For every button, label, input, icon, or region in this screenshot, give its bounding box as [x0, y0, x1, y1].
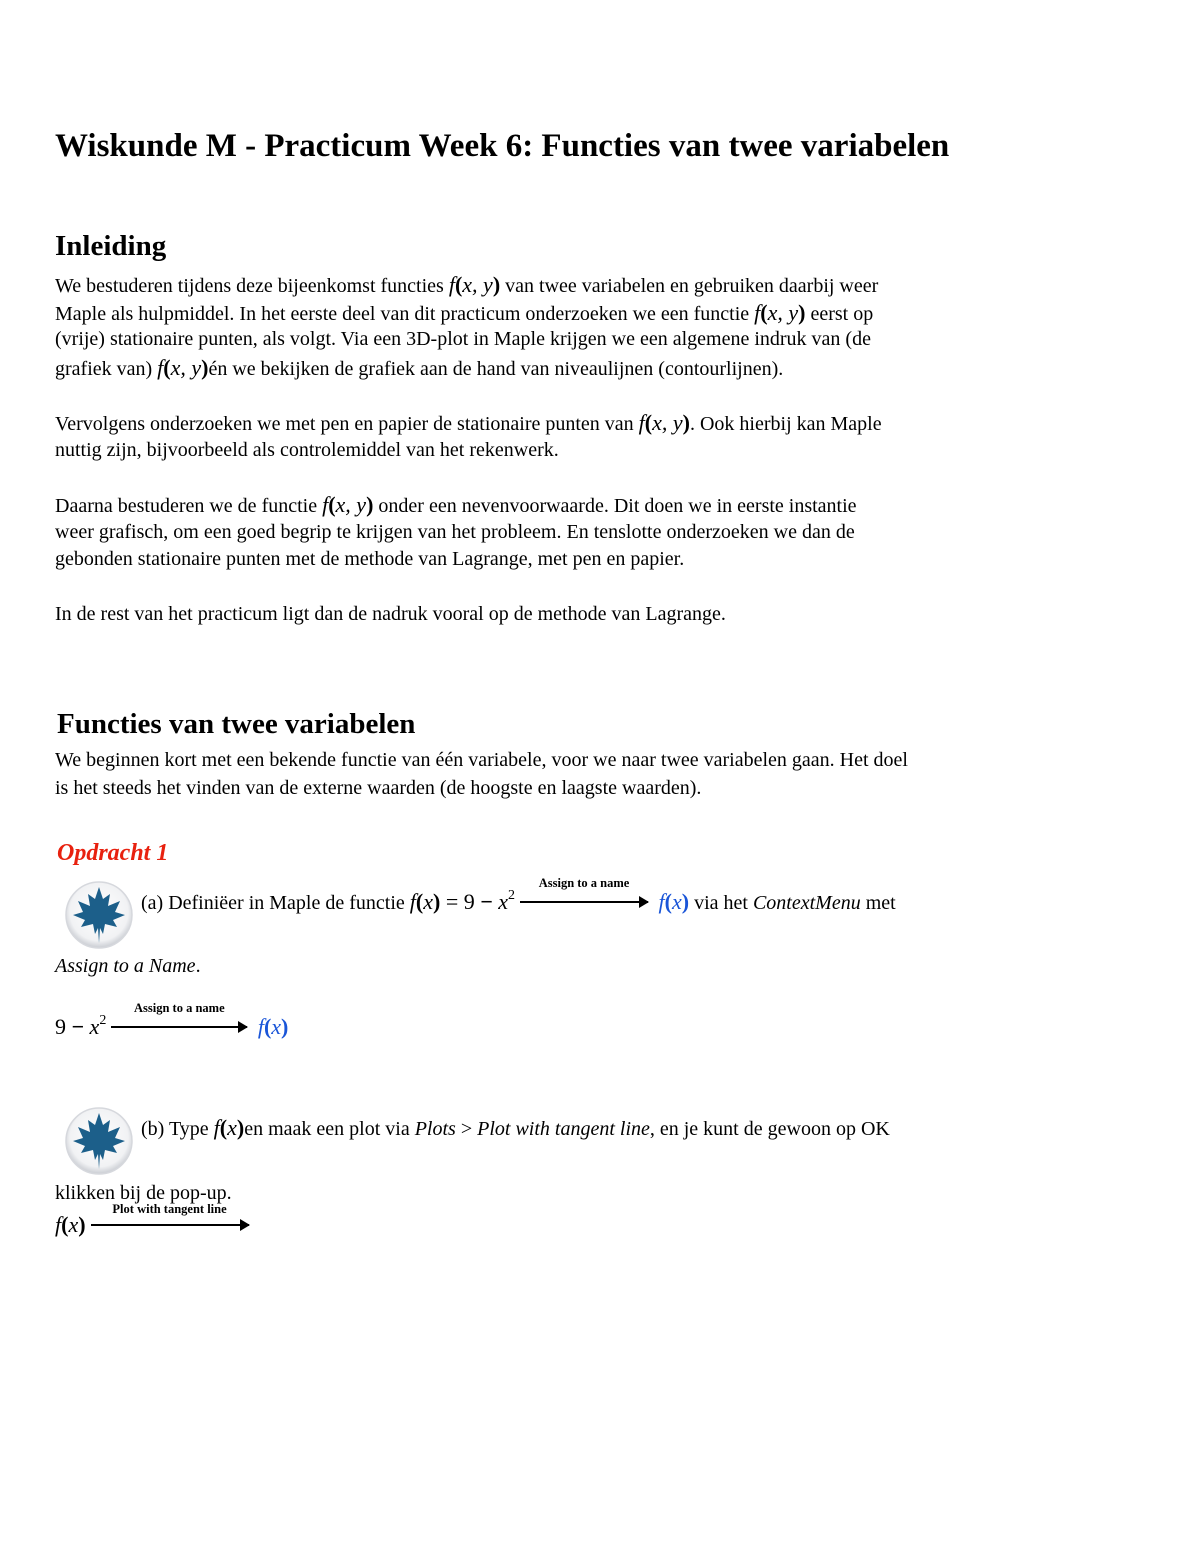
paragraph-intro-3: Daarna bestuderen we de functie f(x, y) onder een nevenvoorwaarde. Dit doen we in eerste instantie weer grafisch, om een goed begrip te krijgen van het probleem. En tenslotte onderzoeken we dan de gebonden stationaire punten met de methode van Lagrange, met pen en papier.: [55, 492, 857, 570]
opdracht-a-line2: Assign to a Name.: [55, 955, 201, 977]
math-fxy: f(x, y): [448, 272, 501, 297]
maple-output-1: $9 - x^2$ Assign to a name f(x): [55, 1013, 1065, 1041]
opdracht-b-line2: klikken bij de pop-up.: [55, 1182, 232, 1204]
maple-leaf-icon[interactable]: [63, 879, 135, 951]
paragraph-intro-4: In de rest van het practicum ligt dan de nadruk vooral op de methode van Lagrange.: [55, 603, 726, 625]
heading-functies: Functies van twee variabelen: [57, 708, 416, 740]
maple-leaf-icon[interactable]: [63, 1105, 135, 1177]
page-title: Wiskunde M - Practicum Week 6: Functies van twee variabelen: [55, 128, 950, 164]
plot-tangent-arrow: Plot with tangent line: [91, 1213, 249, 1241]
math-fx-def: $f(x) = 9 - x^2$: [409, 888, 516, 914]
paragraph-intro-2: Vervolgens onderzoeken we met pen en papier de stationaire punten van f(x, y). Ook hierbij kan Maple nuttig zijn, bijvoorbeeld als controlemiddel van het rekenwerk.: [55, 410, 882, 461]
math-fx-output-2: f(x): [257, 1014, 289, 1039]
paragraph-functies: We beginnen kort met een bekende functie van één variabele, voor we naar twee variabelen gaan. Het doel is het steeds het vinden van de externe waarden (de hoogste en laagste waarden).: [55, 749, 908, 799]
math-fx-output: f(x): [658, 889, 690, 914]
paragraph-intro-1: We bestuderen tijdens deze bijeenkomst functies f(x, y) van twee variabelen en gebruiken daarbij weer Maple als hulpmiddel. In het eerste deel van dit practicum onderzoeken we een functie f(x, y) eerst op (vrije) stationaire punten, als volgt. Via een 3D-plot in Maple krijgen we een algemene indruk van (de grafiek van) f(x, y)én we bekijken de grafiek aan de hand van niveaulijnen (contourlijnen).: [55, 272, 879, 380]
math-fxy: f(x, y): [322, 492, 374, 517]
opdracht-b-line1: (b) Type f(x)en maak een plot via Plots > Plot with tangent line, en je kunt de gewoon op OK: [141, 1115, 890, 1140]
math-fxy: f(x, y): [638, 410, 690, 435]
math-fxy: f(x, y): [754, 299, 806, 325]
heading-inleiding: Inleiding: [55, 230, 167, 262]
assign-arrow: Assign to a name: [520, 890, 648, 918]
opdracht-heading: Opdracht 1: [57, 840, 169, 866]
assign-arrow-output: Assign to a name: [111, 1015, 247, 1043]
math-fxy: f(x, y): [157, 354, 209, 380]
opdracht-a-line1: (a) Definiëer in Maple de functie $f(x) = 9 - x^2$ Assign to a name f(x) via het ContextMenu met: [141, 888, 1071, 916]
maple-output-2: f(x) Plot with tangent line: [55, 1211, 1065, 1239]
